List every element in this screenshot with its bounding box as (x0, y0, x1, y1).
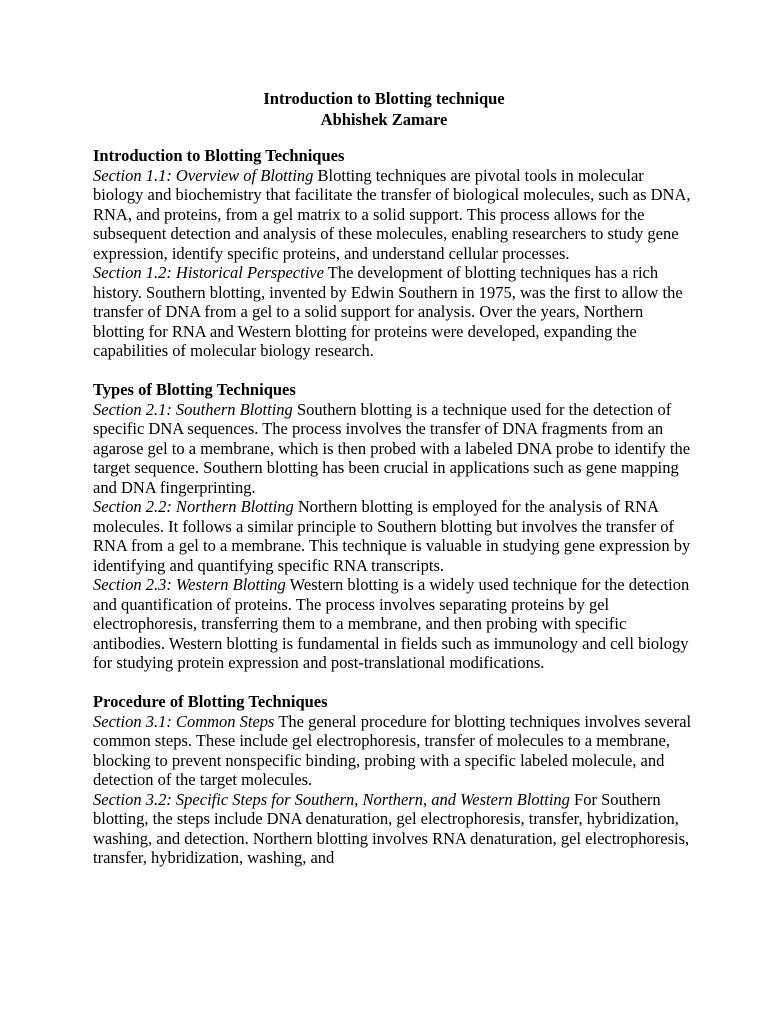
section-label: Section 2.2: Northern Blotting (93, 497, 294, 516)
paragraph (93, 575, 693, 673)
section-heading: Types of Blotting Techniques (93, 380, 296, 399)
section-procedure (93, 692, 693, 868)
paragraph-text: For Southern blotting, the steps include DNA denaturation, gel electrophoresis, transfer, hybridization, washing, and detection. Northern blotting involves RNA denaturation, gel electrophoresis, transfer, hybridization, washing, and (93, 789, 690, 867)
paragraph (93, 263, 693, 361)
paragraph (93, 712, 693, 790)
paragraph (93, 497, 693, 575)
paragraph-text: The general procedure for blotting techniques involves several common steps. These include gel electrophoresis, transfer of molecules to a membrane, blocking to prevent nonspecific binding, probing with a specific labeled molecule, and detection of the target molecules. (93, 711, 692, 789)
paragraph-text: The development of blotting techniques has a rich history. Southern blotting, invented by Edwin Southern in 1975, was the first to allow the transfer of DNA from a gel to a solid support for analysis. Over the years, Northern blotting for RNA and Western blotting for proteins were developed, expanding the capabilities of molecular biology research. (93, 263, 683, 360)
section-label: Section 2.1: Southern Blotting (93, 399, 293, 419)
paragraph-text: Southern blotting is a technique used for the detection of specific DNA sequences. The process involves the transfer of DNA fragments from an agarose gel to a membrane, which is then probed with a labeled DNA probe to identify the target sequence. Southern blotting has been crucial in applications such as gene mapping and DNA fingerprinting. (93, 399, 691, 497)
paragraph (93, 790, 693, 868)
section-heading: Procedure of Blotting Techniques (93, 692, 328, 711)
paragraph (93, 166, 693, 264)
paragraph-text: Blotting techniques are pivotal tools in molecular biology and biochemistry that facilitate the transfer of biological molecules, such as DNA, RNA, and proteins, from a gel matrix to a solid support. This process allows for the subsequent detection and analysis of these molecules, enabling researchers to study gene expression, identify specific proteins, and understand cellular processes. (93, 165, 691, 263)
section-label: Section 2.3: Western Blotting (93, 575, 286, 594)
paragraph (93, 400, 693, 498)
document-title: Introduction to Blotting technique (263, 89, 505, 108)
document-header (0, 88, 768, 130)
document-author: Abhishek Zamare (320, 110, 448, 129)
section-label: Section 3.2: Specific Steps for Southern, Northern, and Western Blotting (93, 789, 570, 809)
document-body (93, 146, 693, 887)
section-label: Section 3.1: Common Steps (93, 711, 275, 731)
section-heading: Introduction to Blotting Techniques (93, 146, 345, 165)
paragraph-text: Northern blotting is employed for the analysis of RNA molecules. It follows a similar principle to Southern blotting but involves the transfer of RNA from a gel to a membrane. This technique is valuable in studying gene expression by identifying and quantifying specific RNA transcripts. (93, 497, 691, 575)
paragraph-text: Western blotting is a widely used technique for the detection and quantification of proteins. The process involves separating proteins by gel electrophoresis, transferring them to a membrane, and then probing with specific antibodies. Western blotting is fundamental in fields such as immunology and cell biology for studying protein expression and post-translational modifications. (93, 575, 690, 672)
section-label: Section 1.2: Historical Perspective (93, 263, 324, 282)
section-introduction (93, 146, 693, 361)
section-types (93, 380, 693, 673)
section-label: Section 1.1: Overview of Blotting (93, 165, 314, 185)
